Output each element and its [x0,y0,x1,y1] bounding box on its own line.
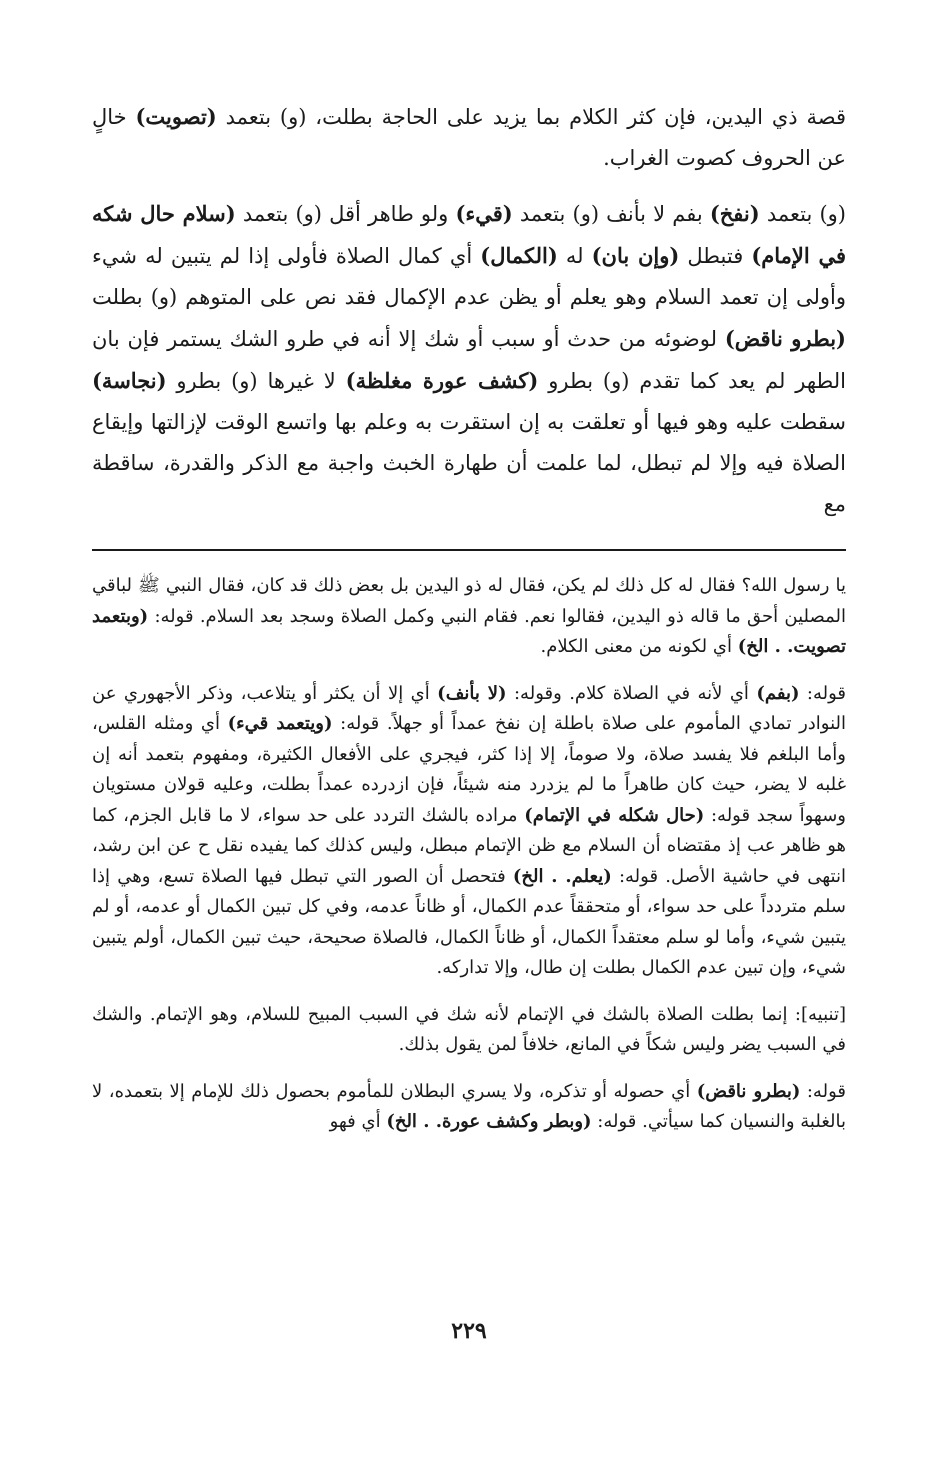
main-bold-term: (بطرو ناقض) [724,326,846,351]
note-text-run: [تنبيه]: إنما بطلت الصلاة بالشك في الإتمام لأنه شك في السبب المبيح للسلام، وهو الإتمام. والشك في السبب يضر وليس شكاً في المانع، خلافاً لمن يقول بذلك. [92,1003,846,1055]
main-text-run: (و) بتعمد [759,202,846,226]
note-text-run: يا رسول الله؟ فقال له كل ذلك لم يكن، فقال له ذو اليدين بل بعض ذلك قد كان، فقال النبي ﷺ لباقي المصلين أحق ما قاله ذو اليدين، فقالوا نعم. فقام النبي وكمل الصلاة وسجد بعد السلام. قوله: [92,575,846,627]
note-bold-term: (بطرو ناقض) [696,1080,801,1102]
footnote-paragraph-1 [92,571,846,663]
note-text-run: أي حصوله أو تذكره، ولا يسري البطلان للمأموم بحصول ذلك للإمام إلا بتعمده، لا بالغلبة والنسيان كما سيأتي. قوله: [92,1080,846,1132]
note-text-run: أي إلا أن يكثر أو يتلاعب، وذكر الأجهوري عن النوادر تمادي المأموم على صلاة باطلة إن نفخ عمداً أو جهلاً. قوله: [92,682,847,734]
main-text-run: ولو طاهر أقل (و) بتعمد [235,202,456,226]
page-body [92,96,846,1138]
note-text-run: فتحصل أن الصور التي تبطل فيها الصلاة تسع، وهي إذا سلم متردداً على حد سواء، أو متحققاً عدم الكمال، أو ظاناً عدمه، وفي كل تبين الكمال أو عدمه، أو لم يتبين شيء، وأما لو سلم معتقداً الكمال، أو ظاناً الكمال، فالصلاة صحيحة، حيث تبين الكمال، أولم يتبين شيء، وإن تبين عدم الكمال بطلت إن طال، وإلا تداركه. [92,865,846,978]
main-text [92,96,846,525]
note-bold-term: (ويتعمد قيء) [227,713,333,734]
main-text-run: سقطت عليه وهو فيها أو تعلقت به إن استقرت به وعلم بها واتسع الوقت لإزالتها وإيقاع الصلاة فيه وإلا لم تبطل، لما علمت أن طهارة الخبث واجبة مع الذكر والقدرة، ساقطة مع [92,410,846,516]
note-text-run: أي ومثله القلس، وأما البلغم فلا يفسد صلاة، ولا صوماً، إلا إذا كثر، فيجري على الأفعال الكثيرة، ومفهوم بتعمد أنه إن غلبه لا يضر، حيث كان طاهراً ما لم يزدرد منه شيئاً، فإن ازدرده عمداً بطلت، وعليه قولان مستويان وسهواً سجد قوله: [92,713,847,826]
note-text-run: مراده بالشك التردد على حد سواء، لا ما قابل الجزم، كما هو ظاهر عب إذ مقتضاه أن السلام مع ظن الإتمام مبطل، وليس كذلك كما يفيده نقل ح عن ابن رشد، انتهى في حاشية الأصل. قوله: [92,804,846,887]
note-bold-term: (حال شكله في الإتمام) [524,804,705,826]
note-bold-term: (وبتعمد تصويت. . الخ) [92,605,846,657]
main-paragraph-2 [92,193,846,525]
footnote-paragraph-3 [92,1000,846,1061]
note-text-run: أي لكونه من معنى الكلام. [540,636,738,657]
main-bold-term: (نفخ) [709,201,760,226]
main-text-run: أي كمال الصلاة فأولى إذا لم يتبين له شيء وأولى إن تعمد السلام وهو يعلم أو يظن عدم الإكمال فقد نص على المتوهم (و) بطلت [92,244,846,309]
main-text-run: بفم لا بأنف (و) بتعمد [512,202,710,226]
main-text-run: خالٍ عن الحروف كصوت الغراب. [92,105,846,170]
note-text-run: قوله: [799,682,847,704]
note-bold-term: (وبطر وكشف عورة. . الخ) [386,1111,592,1132]
footnote-paragraph-4 [92,1077,846,1138]
page-number: ٢٢٩ [451,1318,487,1344]
footnote-paragraph-2 [92,679,846,984]
footnotes [92,571,846,1138]
note-text-run: قوله: [800,1080,846,1102]
main-paragraph-1 [92,96,846,179]
main-text-run: لا غيرها (و) بطرو [166,369,346,393]
main-text-run: فتبطل [679,244,752,268]
main-bold-term: (وإن بان) [591,243,680,268]
main-bold-term: (قيء) [455,201,513,226]
note-text-run: أي فهو [329,1111,387,1132]
main-bold-term: (سلام حال شكه في الإمام) [92,201,847,268]
note-text-run: أي لأنه في الصلاة كلام. وقوله: [506,682,757,704]
main-bold-term: (الكمال) [480,243,558,268]
main-bold-term: (تصويت) [135,104,217,129]
main-text-run: له [557,244,592,268]
main-text-run: قصة ذي اليدين، فإن كثر الكلام بما يزيد على الحاجة بطلت، (و) بتعمد [216,105,846,129]
note-bold-term: (لا بأنف) [437,682,507,704]
footnote-divider [92,549,846,551]
main-bold-term: (نجاسة) [92,368,167,393]
main-text-run: لوضوئه من حدث أو سبب أو شك إلا أنه في طرو الشك يستمر فإن بان الطهر لم يعد كما تقدم (و) بطرو [92,327,846,393]
note-bold-term: (بفم) [756,682,800,704]
note-bold-term: (يعلم. . الخ) [512,865,612,887]
main-bold-term: (كشف عورة مغلظة) [345,368,539,393]
